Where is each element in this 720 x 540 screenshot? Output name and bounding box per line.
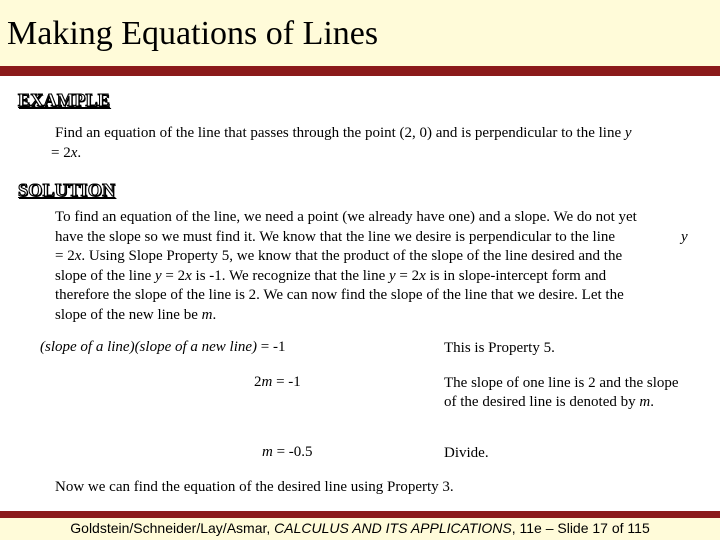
equation-2-note [444,374,714,412]
solution-line [55,228,705,248]
equation-1-rhs: = -1 [257,339,286,355]
equation-2-note-text: of the desired line is denoted by [444,394,640,410]
example-text-part: . [77,144,82,161]
footer-authors: Goldstein/Schneider/Lay/Asmar, [70,520,275,536]
example-var-x: x [70,144,78,161]
solution-line-text: . Using Slope Property 5, we know that the product of the slope of the line desired and the [81,248,623,265]
solution-line [55,306,705,326]
equation-3-note: Divide. [444,445,489,461]
solution-var-y: y [681,228,688,245]
solution-heading: SOLUTION [18,180,116,200]
equation-2-note-text: . [650,394,654,410]
footer-divider [0,511,720,518]
equation-2-note-var: m [639,394,651,410]
example-text [51,124,695,163]
equation-3-rhs: = -0.5 [272,444,313,460]
solution-var-x: x [419,267,426,284]
solution-line-text: . [212,306,217,323]
footer-bar [0,518,720,540]
footer-slide-info: , 11e – Slide 17 of 115 [511,520,650,536]
equation-3-var: m [262,444,273,460]
example-text-part: Find an equation of the line that passes through the point (2, 0) and is perpendicular to the line [55,125,625,141]
equation-1 [40,339,286,356]
title-divider [0,66,720,76]
solution-line-text: = 2 [55,248,75,265]
solution-line-text: slope of the new line be [55,306,202,323]
equation-2 [254,374,301,391]
equation-2-note-line: The slope of one line is 2 and the slope [444,375,679,391]
solution-var-y: y [154,267,162,284]
equation-1-note: This is Property 5. [444,340,555,356]
solution-var-m: m [201,306,213,323]
solution-var-y: y [389,267,396,284]
footer-citation [0,520,720,536]
solution-line [55,267,705,287]
equation-3 [262,444,313,461]
footer-book-title: CALCULUS AND ITS APPLICATIONS [274,520,512,536]
example-text-part: = 2 [51,144,71,161]
solution-line-text: slope of the line [55,267,155,284]
solution-line-text: is -1. We recognize that the line [191,267,389,284]
equation-2-coefficient: 2 [254,374,262,390]
solution-var-x: x [74,248,82,265]
equation-2-var: m [261,374,273,390]
solution-line-text: is in slope-intercept form and [425,267,607,284]
solution-line [55,247,705,267]
equation-2-note-line [444,393,714,412]
equation-2-rhs: = -1 [272,374,301,390]
solution-var-x: x [185,267,192,284]
conclusion-text: Now we can find the equation of the desired line using Property 3. [55,479,454,495]
solution-line-text: have the slope so we must find it. We know that the line we desire is perpendicular to the line [55,228,616,245]
solution-line-text: = 2 [161,267,186,284]
slide-title: Making Equations of Lines [7,15,379,52]
solution-text [55,208,705,326]
equation-1-lhs: (slope of a line)(slope of a new line) [40,339,258,355]
example-heading: EXAMPLE [18,90,111,110]
solution-line: To find an equation of the line, we need a point (we already have one) and a slope. We do not yet [55,209,637,225]
solution-line: therefore the slope of the line is 2. We can now find the slope of the line that we desire. Let the [55,287,624,304]
solution-line-text: = 2 [395,267,420,284]
example-var-y: y [624,125,632,141]
title-bar [0,0,720,66]
